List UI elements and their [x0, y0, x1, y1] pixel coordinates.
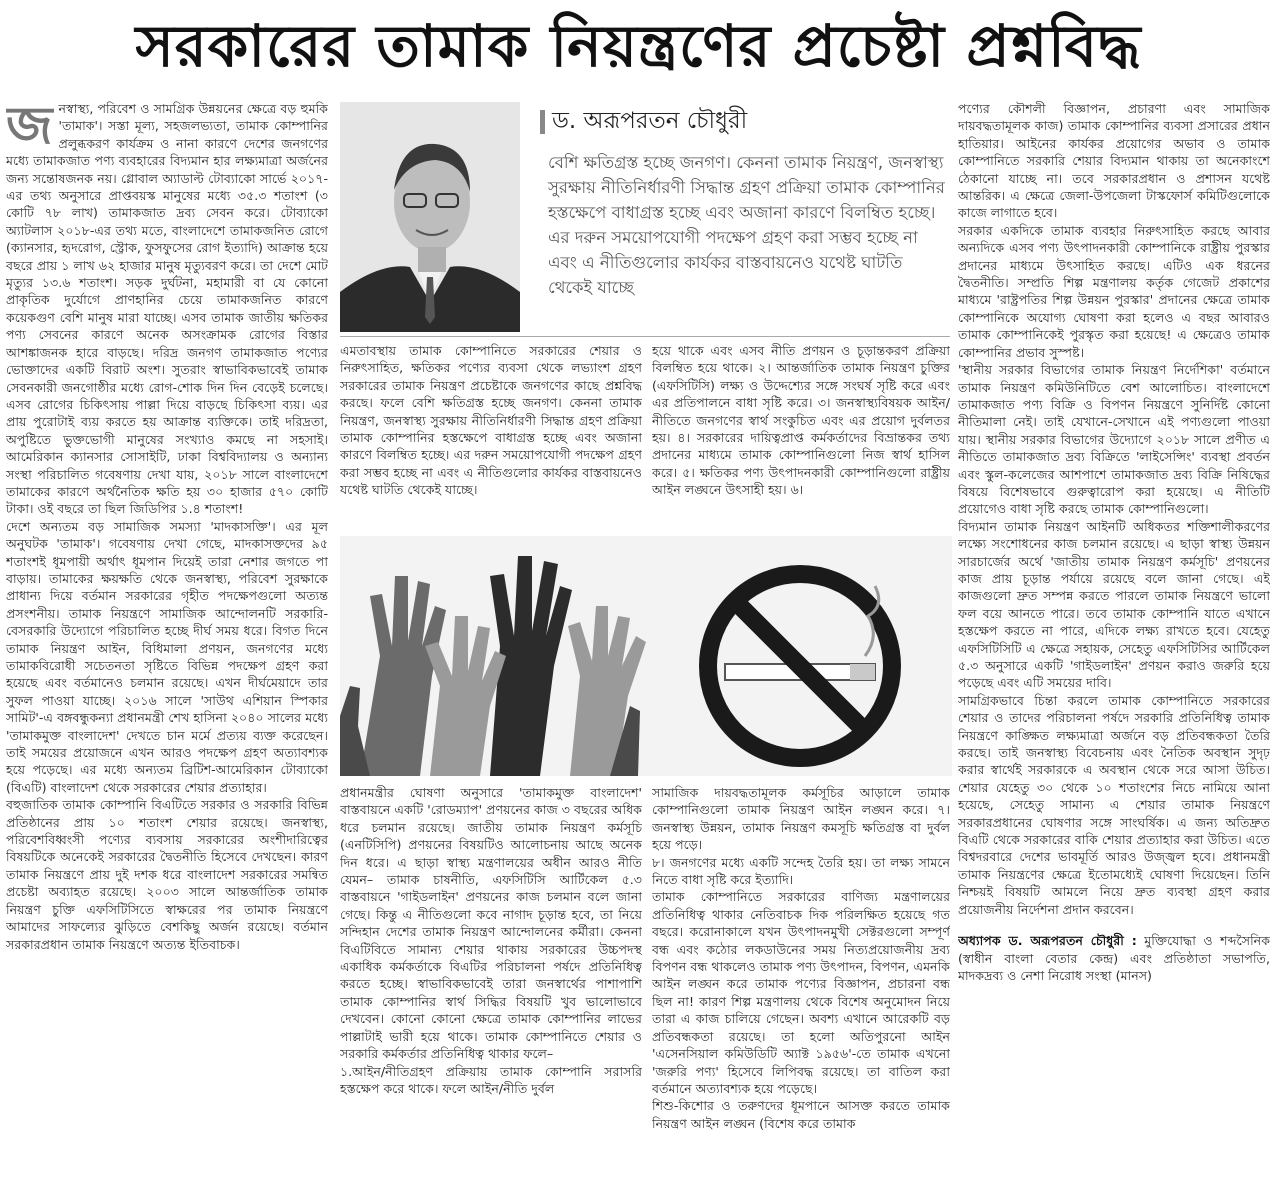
paragraph: বিদ্যমান তামাক নিয়ন্ত্রণ আইনটি অধিকতর শক্তিশালীকরণের লক্ষ্যে সংশোধনের কাজ চলমান রয়েছে। এ ছাড়া স্বাস্থ্য উন্নয়ন সারচার্জের অর্থে 'জাতীয় তামাক নিয়ন্ত্রণ কর্মসূচি' প্রণয়নের কাজ প্রায় চূড়ান্ত পর্যায়ে রয়েছে বলে জানা গেছে। এই কাজগুলো দ্রুত সম্পন্ন করতে পারলে তামাক নিয়ন্ত্রণে ভালো ফল বয়ে আনতে পারে। তবে তামাক কোম্পানি যাতে এখানে হস্তক্ষেপ করতে না পারে, এদিকে লক্ষ্য রাখতে হবে। যেহেতু এফসিটিসিটি এ ক্ষেত্রে সহায়ক, সেহেতু এফসিটিসির আর্টিকেল ৫.৩ অনুসারে একটি 'গাইডলাইন' প্রণয়ন করাও জরুরি হয়ে পড়েছে এবং এটি সময়ের দাবি।: [958, 518, 1270, 691]
article-column-2a: [340, 342, 642, 532]
article-column-2c: [340, 784, 642, 1174]
paragraph-text: নস্বাস্থ্য, পরিবেশ ও সামগ্রিক উন্নয়নের ক্ষেত্রে বড় হুমকি 'তামাক'। সস্তা মূল্য, সহজলভ্যতা, তামাক কোম্পানির প্রলুব্ধকরণ কার্যক্রম ও নানা কারণে দেশের জনগণের মধ্যে তামাকজাত পণ্য ব্যবহারের বিদ্যমান হার লক্ষ্যমাত্রা অর্জনের জন্য সন্তোষজনক নয়। গ্লোবাল অ্যাডাল্ট টোব্যাকো সার্ভে ২০১৭-এর তথ্য অনুসারে প্রাপ্তবয়স্ক মানুষের মধ্যে ৩৫.৩ শতাংশ (৩ কোটি ৭৮ লাখ) তামাকজাত দ্রব্য সেবন করে। টোব্যাকো অ্যাটলাস ২০১৮-এর তথ্য মতে, বাংলাদেশে তামাকজনিত রোগে (ক্যানসার, হৃদরোগ, স্ট্রোক, ফুসফুসের রোগ ইত্যাদি) আক্রান্ত হয়ে বছরে প্রায় ১ লাখ ৬২ হাজার মানুষ মৃত্যুবরণ করে। তা দেশে মোট মৃত্যুর ১৩.৬ শতাংশ। সড়ক দুর্ঘটনা, মহামারী বা যে কোনো প্রাকৃতিক দুর্যোগে প্রাণহানির চেয়ে তামাকজনিত কারণে কয়েকগুণ বেশি মানুষ মারা যাচ্ছে। এসব তামাক জাতীয় ক্ষতিকর পণ্য সেবনের কারণে অনেক অসংক্রামক রোগের বিস্তার আশঙ্কাজনক হারে বাড়ছে। দরিদ্র জনগণ তামাকজাত পণ্যের ভোক্তাদের একটি বিরাট অংশ। সুতরাং স্বাভাবিকভাবেই তামাক সেবনকারী জনগোষ্ঠীর মধ্যে রোগ-শোক দিন দিন বেড়েই চলেছে। এসব রোগের চিকিৎসায় পাল্লা দিয়ে বাড়ছে চিকিৎসা ব্যয়। এর প্রায় পুরোটাই ব্যয় করতে হয় আক্রান্ত ব্যক্তিকে। তাই দরিদ্রতা, অপুষ্টিতে ভুক্তভোগী মানুষের সংখ্যাও কমছে না সহসাই। আমেরিকান ক্যানসার সোসাইটি, ঢাকা বিশ্ববিদ্যালয় ও অন্যান্য সংস্থা পরিচালিত গবেষণায় দেখা যায়, ২০১৮ সালে বাংলাদেশে তামাকের কারণে অর্থনৈতিক ক্ষতি হয় ৩০ হাজার ৫৭০ কোটি টাকা। ওই বছরে তা ছিল জিডিপির ১.৪ শতাংশ!: [6, 101, 328, 517]
paragraph: ১.আইন/নীতিগ্রহণ প্রক্রিয়ায় তামাক কোম্পানি সরাসরি হস্তক্ষেপ করে থাকে। ফলে আইন/নীতি দুর্বল: [340, 1063, 642, 1096]
headline: সরকারের তামাক নিয়ন্ত্রণের প্রচেষ্টা প্রশ্নবিদ্ধ: [135, 12, 1142, 80]
author-bio-name: অধ্যাপক ড. অরূপরতন চৌধুরী :: [958, 933, 1137, 949]
byline-bar: [540, 110, 545, 134]
author-portrait-icon: [340, 102, 520, 332]
paragraph: [6, 100, 328, 518]
paragraph: ৮। জনগণের মধ্যে একটি সন্দেহ তৈরি হয়। তা লক্ষ্য সামনে নিতে বাধা সৃষ্টি করে ইত্যাদি।: [652, 854, 950, 888]
paragraph: পণ্যের কৌশলী বিজ্ঞাপন, প্রচারণা এবং সামাজিক দায়বদ্ধতামূলক কাজ) তামাক কোম্পানির ব্যবসা প্রসারের প্রধান হাতিয়ার। আইনের কার্যকর প্রয়োগের অভাব ও তামাক কোম্পানিতে সরকারি শেয়ার বিদ্যমান থাকায় তা অনেকাংশে ঠেকানো যাচ্ছে না। তবে সরকারপ্রধান ও প্রশাসন যথেষ্ট আন্তরিক। এ ক্ষেত্রে জেলা-উপজেলা টাস্কফোর্স কমিটিগুলোকে কাজে লাগাতে হবে।: [958, 101, 1270, 221]
paragraph: সামগ্রিকভাবে চিন্তা করলে তামাক কোম্পানিতে সরকারের শেয়ার ও তাদের পরিচালনা পর্ষদে সরকারি প্রতিনিধিত্ব তামাক নিয়ন্ত্রণে কাঙ্ক্ষিত লক্ষ্যমাত্রা অর্জনে বড় প্রতিবন্ধকতা তৈরি করছে। তাই জনস্বাস্থ্য বিবেচনায় এবং নৈতিক অবস্থান সুদৃঢ় করার স্বার্থেই সরকারকে এ অবস্থান থেকে সরে আসা উচিত। শেয়ার যেহেতু ৩০ থেকে ১০ শতাংশের নিচে নামিয়ে আনা হয়েছে, সেহেতু সামান্য এ শেয়ার তামাক নিয়ন্ত্রণে সরকারপ্রধানের ঘোষণার সঙ্গে সাংঘর্ষিক। এ জন্য অতিদ্রুত বিএটি থেকে সরকারের বাকি শেয়ার প্রত্যাহার করা উচিত। এতে বিশ্বদরবারে দেশের ভাবমূর্তি আরও উজ্জ্বল হবে। প্রধানমন্ত্রী তামাক নিয়ন্ত্রণের ক্ষেত্রে ইতোমধ্যেই ঘোষণা দিয়েছেন। তিনি নিশ্চয়ই বিষয়টি আমলে নিয়ে দ্রুত ব্যবস্থা গ্রহণ করার প্রয়োজনীয় নির্দেশনা প্রদান করবেন।: [958, 692, 1270, 917]
pull-quote: বেশি ক্ষতিগ্রস্ত হচ্ছে জনগণ। কেননা তামাক নিয়ন্ত্রণ, জনস্বাস্থ্য সুরক্ষায় নীতিনির্ধারণী সিদ্ধান্ত গ্রহণ প্রক্রিয়া তামাক কোম্পানির হস্তক্ষেপে বাধাগ্রস্ত হচ্ছে এবং অজানা কারণে বিলম্বিত হচ্ছে। এর দরুন সময়োপযোগী পদক্ষেপ গ্রহণ করা সম্ভব হচ্ছে না এবং এ নীতিগুলোর কার্যকর বাস্তবায়নেও যথেষ্ট ঘাটতি থেকেই যাচ্ছে: [548, 153, 945, 297]
no-smoking-illustration: [340, 536, 952, 776]
paragraph: হয়ে থাকে এবং এসব নীতি প্রণয়ন ও চূড়ান্তকরণ প্রক্রিয়া বিলম্বিত হয়ে থাকে। ২। আন্তর্জাতিক তামাক নিয়ন্ত্রণ চুক্তির (এফসিটিসি) লক্ষ্য ও উদ্দেশ্যের সঙ্গে সংঘর্ষ সৃষ্টি করে এবং এর প্রতিপালনে বাধা সৃষ্টি করে। ৩। জনস্বাস্থ্যবিষয়ক আইন/নীতিতে জনগণের স্বার্থ সংকুচিত এবং এর প্রয়োগ দুর্বলতর হয়। ৪। সরকারের দায়িত্বপ্রাপ্ত কর্মকর্তাদের বিভ্রান্তকর তথ্য প্রদানের মাধ্যমে তামাক কোম্পানিগুলো নিজ স্বার্থ হাসিল করে। ৫। ক্ষতিকর পণ্য উৎপাদনকারী কোম্পানিগুলো রাষ্ট্রীয় আইন লঙ্ঘনে উৎসাহী হয়। ৬।: [652, 343, 950, 498]
paragraph: সরকার একদিকে তামাক ব্যবহার নিরুৎসাহিত করছে আবার অন্যদিকে এসব পণ্য উৎপাদনকারী কোম্পানিকে রাষ্ট্রীয় পুরস্কার প্রদানের মাধ্যমে উৎসাহিত করছে। এটিও এক ধরনের দ্বৈতনীতি। সম্প্রতি শিল্প মন্ত্রণালয় কর্তৃক গেজেট প্রকাশের মাধ্যমে 'রাষ্ট্রপতির শিল্প উন্নয়ন পুরস্কার' প্রদানের ক্ষেত্রে তামাক কোম্পানিকে অযোগ্য ঘোষণা করা হলেও এ বছর আবারও তামাক কোম্পানিকেই পুরস্কৃত করা হয়েছে! এ ক্ষেত্রেও তামাক কোম্পানির প্রভাব সুস্পষ্ট।: [958, 222, 1270, 360]
author-bio: [958, 932, 1270, 984]
author-bio-text: মুক্তিযোদ্ধা ও শব্দসৈনিক (স্বাধীন বাংলা বেতার কেন্দ্র) এবং প্রতিষ্ঠাতা সভাপতি, মাদকদ্রব্য ও নেশা নিরোধ সংস্থা (মানস): [958, 933, 1270, 983]
article-column-1: [6, 100, 328, 1172]
paragraph: তামাক কোম্পানিতে সরকারের বাণিজ্য মন্ত্রণালয়ের প্রতিনিধিত্ব থাকার নেতিবাচক দিক পরিলক্ষিত হয়েছে গত বছরে। করোনাকালে যখন উৎপাদনমুখী সেক্টরগুলো সম্পূর্ণ বন্ধ এবং কঠোর লকডাউনের সময় নিত্যপ্রয়োজনীয় দ্রব্য বিপণন বন্ধ থাকলেও তামাক পণ্য উৎপাদন, বিপণন, এমনকি আইন লঙ্ঘন করে তামাক পণ্যের বিজ্ঞাপন, প্রচারনা বন্ধ ছিল না! কারণ শিল্প মন্ত্রণালয় থেকে বিশেষ অনুমোদন নিয়ে তারা এ কাজ চালিয়ে গেছেন। অবশ্য এখানে আরেকটি বড় প্রতিবন্ধকতা রয়েছে। তা হলো অতিপুরনো আইন 'এসেনসিয়াল কমিউডিটি অ্যাক্ট ১৯৫৬'-তে তামাক এখনো 'জরুরি পণ্য' হিসেবে লিপিবদ্ধ রয়েছে। তা বাতিল করা বর্তমানে অত্যাবশ্যক হয়ে পড়েছে।: [652, 889, 950, 1096]
paragraph: 'স্থানীয় সরকার বিভাগের তামাক নিয়ন্ত্রণ নির্দেশিকা' বর্তমানে তামাক নিয়ন্ত্রণ কমিউনিটিতে বেশ আলোচিত। বাংলাদেশে তামাকজাত পণ্য বিক্রি ও বিপণন নিয়ন্ত্রণে সুনির্দিষ্ট কোনো নীতিমালা নেই। তাই যেখানে-সেখানে এই পণ্যগুলো পাওয়া যায়। স্থানীয় সরকার বিভাগের উদ্যোগে ২০১৮ সালে প্রণীত এ নীতিতে তামাকজাত দ্রব্য বিক্রিতে 'লাইসেন্সিং' ব্যবস্থা প্রবর্তন এবং স্কুল-কলেজের আশপাশে তামাকজাত দ্রব্য বিক্রি নিষিদ্ধের বিষয়ে বিশেষভাবে গুরুত্বারোপ করা হয়েছে। এ নীতিটি প্রয়োগেও বাধা সৃষ্টি করছে তামাক কোম্পানিগুলো।: [958, 362, 1270, 517]
divider: [340, 336, 950, 337]
article-column-3: [958, 100, 1270, 1172]
paragraph: সামাজিক দায়বদ্ধতামূলক কর্মসূচির আড়ালে তামাক কোম্পানিগুলো তামাক নিয়ন্ত্রণ আইন লঙ্ঘন করে। ৭। জনস্বাস্থ্য উন্নয়ন, তামাক নিয়ন্ত্রণ কমসূচি ক্ষতিগ্রস্ত বা দুর্বল হয়ে পড়ে।: [652, 785, 950, 853]
paragraph: প্রধানমন্ত্রীর ঘোষণা অনুসারে 'তামাকমুক্ত বাংলাদেশ' বাস্তবায়নে একটি 'রোডম্যাপ' প্রণয়নের কাজ ৩ বছরের অধিক ধরে চলমান রয়েছে। জাতীয় তামাক নিয়ন্ত্রণ কর্মসূচি (এনটিসিপি) প্রণয়নের বিষয়টিও আলোচনায় আছে অনেক দিন ধরে। এ ছাড়া স্বাস্থ্য মন্ত্রণালয়ের অধীন আরও নীতি যেমন– তামাক চাষনীতি, এফসিটিসি আর্টিকেল ৫.৩ বাস্তবায়নে 'গাইডলাইন' প্রণয়নের কাজ চলমান বলে জানা গেছে। কিন্তু এ নীতিগুলো কবে নাগাদ চূড়ান্ত হবে, তা নিয়ে সন্দিহান দেশের তামাক নিয়ন্ত্রণ আন্দোলনের কর্মীরা। কেননা বিএটিবিতে সামান্য শেয়ার থাকায় সরকারের উচ্চপদস্থ একাধিক কর্মকর্তাকে বিএটির পরিচালনা পর্ষদে প্রতিনিধিত্ব করতে হচ্ছে। স্বাভাবিকভাবেই তারা জনস্বার্থের পাশাপাশি তামাক কোম্পানির স্বার্থ সিদ্ধির বিষয়টি খুব ভালোভাবে দেখবেন। কোনো কোনো ক্ষেত্রে তামাক কোম্পানির লাভের পাল্লাটাই ভারী হয়ে থাকে। তামাক কোম্পানিতে শেয়ার ও সরকারি কর্মকর্তার প্রতিনিধিত্ব থাকার ফলে–: [340, 785, 642, 1062]
author-photo: [340, 102, 520, 332]
paragraph: বহুজাতিক তামাক কোম্পানি বিএটিতে সরকার ও সরকারি বিভিন্ন প্রতিষ্ঠানের প্রায় ১০ শতাংশ শেয়ার রয়েছে। জনস্বাস্থ্য, পরিবেশবিধ্বংসী পণ্যের ব্যবসায় সরকারের অংশীদারিত্বের বিষয়টিকে অনেকেই সরকারের দ্বৈতনীতি হিসেবে দেখছেন। কারণ তামাক নিয়ন্ত্রণে প্রায় দুই দশক ধরে বাংলাদেশ সরকারের সমন্বিত প্রচেষ্টা অব্যাহত রয়েছে। ২০০৩ সালে আন্তর্জাতিক তামাক নিয়ন্ত্রণ চুক্তি এফসিটিসিতে স্বাক্ষরের পর তামাক নিয়ন্ত্রণে আমাদের সাফল্যের ঝুড়িতে বেশকিছু অর্জন রয়েছে। বর্তমান সরকারপ্রধান তামাক নিয়ন্ত্রণে অত্যন্ত ইতিবাচক।: [6, 797, 328, 952]
byline: ড. অরূপরতন চৌধুরী: [552, 108, 748, 134]
paragraph: এমতাবস্থায় তামাক কোম্পানিতে সরকারের শেয়ার ও নিরুৎসাহিত, ক্ষতিকর পণ্যের ব্যবসা থেকে লভ্যাংশ গ্রহণ সরকারের তামাক নিয়ন্ত্রণ প্রচেষ্টাকে জনগণের কাছে প্রশ্নবিদ্ধ করছে। ফলে বেশি ক্ষতিগ্রস্ত হচ্ছে জনগণ। কেননা তামাক নিয়ন্ত্রণ, জনস্বাস্থ্য সুরক্ষায় নীতিনির্ধারণী সিদ্ধান্ত গ্রহণ প্রক্রিয়া তামাক কোম্পানির হস্তক্ষেপে বাধাগ্রস্ত হচ্ছে এবং অজানা কারণে বিলম্বিত হচ্ছে। এর দরুন সময়োপযোগী পদক্ষেপ গ্রহণ করা সম্ভব হচ্ছে না এবং এ নীতিগুলোর কার্যকর বাস্তবায়নেও যথেষ্ট ঘাটতি থেকেই যাচ্ছে।: [340, 343, 642, 498]
paragraph: দেশে অন্যতম বড় সামাজিক সমস্যা 'মাদকাসক্তি'। এর মূল অনুঘটক 'তামাক'। গবেষণায় দেখা গেছে, মাদকাসক্তদের ৯৫ শতাংশই ধূমপায়ী অর্থাৎ ধূমপান দিয়েই তারা নেশার জগতে পা বাড়ায়। তামাকের ক্ষয়ক্ষতি থেকে জনস্বাস্থ্য, পরিবেশ সুরক্ষাকে প্রাধান্য দিয়ে বর্তমান সরকারের গৃহীত পদক্ষেপগুলো অত্যন্ত প্রসংশনীয়। তামাক নিয়ন্ত্রণে সামাজিক আন্দোলনটি সরকারি-বেসরকারি উদ্যোগে পরিচালিত হচ্ছে দীর্ঘ সময় ধরে। বিগত দিনে তামাক নিয়ন্ত্রণ আইন, বিধিমালা প্রণয়ন, জনগণের মধ্যে তামাকবিরোধী সচেতনতা সৃষ্টিতে বিভিন্ন পদক্ষেপ গ্রহণ করা হয়েছে এবং বর্তমানেও চলমান রয়েছে। এখন দীর্ঘমেয়াদে তার সুফল পাওয়া যাচ্ছে। ২০১৬ সালে 'সাউথ এশিয়ান স্পিকার সামিট'-এ বঙ্গবন্ধুকন্যা প্রধানমন্ত্রী শেখ হাসিনা ২০৪০ সালের মধ্যে 'তামাকমুক্ত বাংলাদেশ' দেখতে চান মর্মে প্রত্যয় ব্যক্ত করেছেন। তাই সময়ের প্রয়োজনে এখন আরও পদক্ষেপ গ্রহণ অত্যাবশ্যক হয়ে পড়েছে। এর মধ্যে অন্যতম ব্রিটিশ-আমেরিকান টোব্যাকো (বিএটি) বাংলাদেশ থেকে সরকারের শেয়ার প্রত্যাহার।: [6, 518, 328, 795]
article-column-2d: [652, 784, 950, 1174]
article-column-2b: [652, 342, 950, 532]
raised-hands-no-smoking-icon: [340, 536, 952, 776]
paragraph: শিশু-কিশোর ও তরুণদের ধূমপানে আসক্ত করতে তামাক নিয়ন্ত্রণ আইন লঙ্ঘন (বিশেষ করে তামাক: [652, 1098, 950, 1131]
drop-cap: জ: [6, 100, 53, 156]
